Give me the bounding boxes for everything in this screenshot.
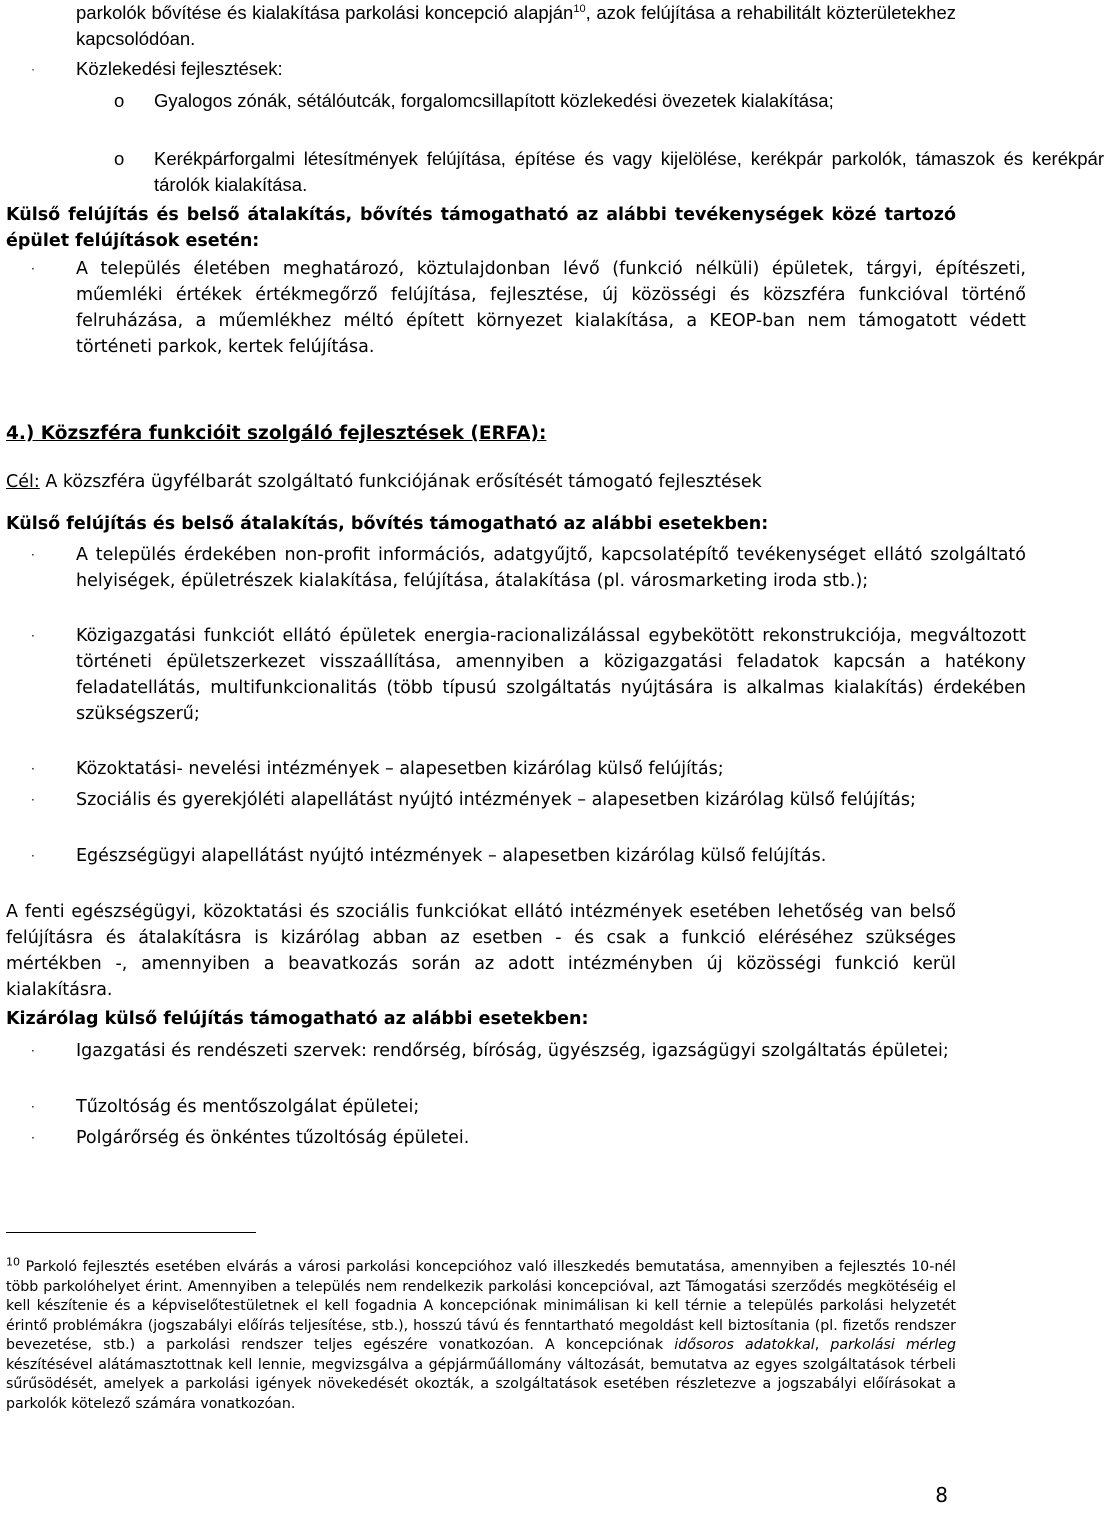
sub-bullet: o xyxy=(114,90,125,111)
list-item-text: Tűzoltóság és mentőszolgálat épületei; xyxy=(76,1097,420,1117)
list-item-text: Polgárőrség és önkéntes tűzoltóság épületei. xyxy=(76,1128,470,1148)
sub-bullet: o xyxy=(114,148,125,169)
kozlekedesi-subitem xyxy=(6,88,1104,114)
footnote xyxy=(6,1255,956,1414)
bullet-dot: · xyxy=(31,629,35,643)
footnote-separator-text: , xyxy=(814,1337,831,1353)
bold-heading-2: Külső felújítás és belső átalakítás, bővítés támogatható az alábbi esetekben: xyxy=(6,514,769,534)
list-item xyxy=(6,1038,1026,1064)
kozlekedesi-bullet xyxy=(6,56,1026,82)
list-item xyxy=(6,1125,1026,1151)
list-item-text: Egészségügyi alapellátást nyújtó intézmények – alapesetben kizárólag külső felújítás. xyxy=(76,846,827,866)
bullet-dot: · xyxy=(31,762,35,776)
footnote-italic: idősoros adatokkal xyxy=(674,1337,815,1353)
bullet-dot: · xyxy=(31,1044,35,1058)
list-item-text: A település érdekében non-profit információs, adatgyűjtő, kapcsolatépítő tevékenységet ellátó szolgáltató helyiségek, épületrészek kialakítása, felújítása, átalakítása (pl. városmarketing iroda stb.); xyxy=(76,545,1026,591)
bullet-dot: · xyxy=(31,849,35,863)
intro-paragraph xyxy=(76,0,956,52)
list-item-text: Igazgatási és rendészeti szervek: rendőrség, bíróság, ügyészség, igazságügyi szolgáltatás épületei; xyxy=(76,1041,949,1061)
list-item-text: Közoktatási- nevelési intézmények – alapesetben kizárólag külső felújítás; xyxy=(76,759,724,779)
goal-label: Cél: xyxy=(6,472,40,492)
intro-text-a: parkolók bővítése és kialakítása parkolási koncepció alapján xyxy=(76,2,574,23)
bold-heading-3: Kizárólag külső felújítás támogatható az alábbi esetekben: xyxy=(6,1009,589,1029)
list-item xyxy=(6,623,1026,727)
page-number: 8 xyxy=(935,1483,948,1507)
bullet-dot: · xyxy=(31,262,35,276)
bullet-dot: · xyxy=(31,1100,35,1114)
footnote-ref[interactable]: 10 xyxy=(573,2,586,15)
list-item-text: Szociális és gyerekjóléti alapellátást nyújtó intézmények – alapesetben kizárólag külső felújítás; xyxy=(76,790,916,810)
goal-text: A közszféra ügyfélbarát szolgáltató funkciójának erősítését támogató fejlesztések xyxy=(39,472,762,492)
footnote-separator xyxy=(6,1232,256,1233)
bullet-dot: · xyxy=(31,62,35,76)
sub-item-text: Kerékpárforgalmi létesítmények felújítása, építése és vagy kijelölése, kerékpár parkolók, támaszok és kerékpár tárolók kialakítása. xyxy=(154,148,1104,195)
list-item xyxy=(6,787,1026,813)
list-item xyxy=(6,756,1026,782)
bullet-dot: · xyxy=(31,793,35,807)
list-item-text: Közigazgatási funkciót ellátó épületek energia-racionalizálással egybekötött rekonstrukciója, megváltozott történeti épületszerkezet visszaállítása, amennyiben a közigazgatási feladatok kapcsán a hatékony feladatellátás, multifunkcionalitás (több típusú szolgáltatás nyújtására is alkalmas kialakítás) érdekében szükségszerű; xyxy=(76,626,1026,724)
bullet-dot: · xyxy=(31,1131,35,1145)
goal-line xyxy=(6,469,956,495)
footnote-number: 10 xyxy=(6,1255,20,1269)
list-item xyxy=(6,256,1026,360)
list-item-text: A település életében meghatározó, köztulajdonban lévő (funkció nélküli) épületek, tárgyi, építészeti, műemléki értékek értékmegőrző felújítása, fejlesztése, új közösségi és közszféra funkcióval történő felruházása, a műemlékhez méltó épített környezet kialakítása, a KEOP-ban nem támogatott védett történeti parkok, kertek felújítása. xyxy=(76,259,1026,357)
list-item xyxy=(6,843,1026,869)
fenti-paragraph: A fenti egészségügyi, közoktatási és szociális funkciókat ellátó intézmények esetében lehetőség van belső felújításra és átalakításra is kizárólag abban az esetben - és csak a funkció eléréséhez szükséges mértékben -, amennyiben a beavatkozás során az adott intézményben új közösségi funkció kerül kialakításra. xyxy=(6,902,956,1000)
kozlekedesi-subitem xyxy=(6,146,1104,198)
list-item xyxy=(6,542,1026,594)
footnote-italic: parkolási mérleg xyxy=(830,1337,956,1353)
section-heading: 4.) Közszféra funkcióit szolgáló fejlesztések (ERFA): xyxy=(6,423,547,444)
footnote-text: készítésével alátámasztottnak kell lennie, megvizsgálva a gépjárműállomány változását, bemutatva az egyes szolgáltatások térbeli sűrűsödését, amelyek a parkolási igények növekedését okozták, a szolgáltatások esetében részletezve a jogszabályi előírásokat a parkolók kötelező számára vonatkozóan. xyxy=(6,1356,956,1412)
intro-text-b: , azok felújítása a rehabilitált közterületekhez kapcsolódóan. xyxy=(76,2,956,49)
list-item xyxy=(6,1094,1026,1120)
sub-item-text: Gyalogos zónák, sétálóutcák, forgalomcsillapított közlekedési övezetek kialakítása; xyxy=(154,90,834,111)
kozlekedesi-label: Közlekedési fejlesztések: xyxy=(76,58,283,79)
footnote-text: Parkoló fejlesztés esetében elvárás a városi parkolási koncepcióhoz való illeszkedés bemutatása, amennyiben a fejlesztés 10-nél több parkolóhelyet érint. Amennyiben a település nem rendelkezik parkolási koncepcióval, azt Támogatási szerződés megkötéséig el kell készítenie és a képviselőtestületnek el kell fogadnia A koncepciónak minimálisan ki kell térnie a település parkolási helyzetét érintő problémákra (jogszabályi előírás teljesítése, stb.), hosszú távú és fenntartható megoldást kell biztosítania (pl. fizetős rendszer bevezetése, stb.) a parkolási rendszer teljes egészére vonatkozóan. A koncepciónak xyxy=(6,1259,956,1353)
bold-heading-1: Külső felújítás és belső átalakítás, bővítés támogatható az alábbi tevékenységek közé tartozó épület felújítások esetén: xyxy=(6,205,956,251)
bullet-dot: · xyxy=(31,548,35,562)
